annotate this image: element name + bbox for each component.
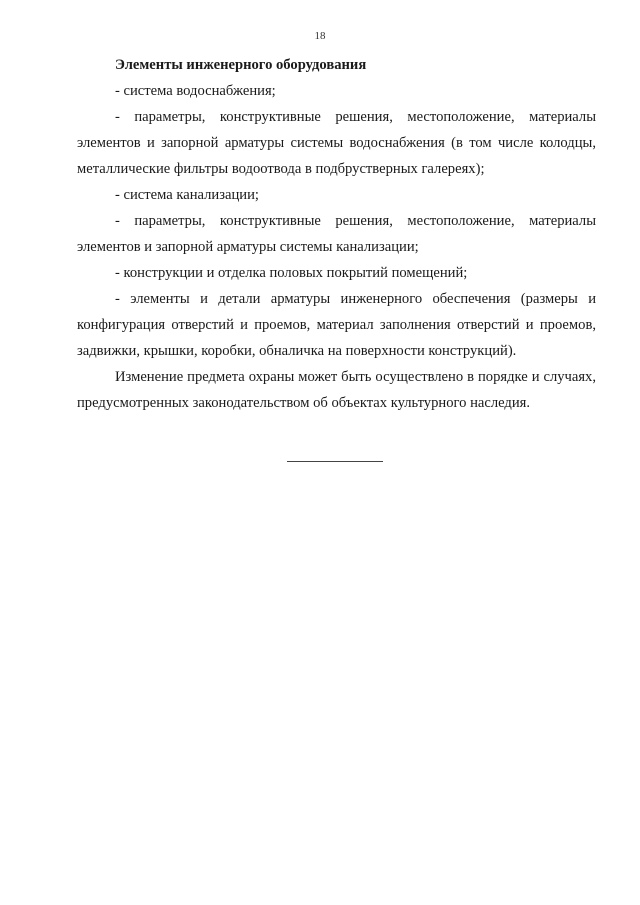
closing-paragraph: Изменение предмета охраны может быть осуществлено в порядке и случаях, предусмотренных законодательством об объектах культурного наследия. [77,369,596,411]
list-item: - конструкции и отделка половых покрытий помещений; [115,265,468,281]
section-heading: Элементы инженерного оборудования [115,57,367,73]
list-item: - элементы и детали арматуры инженерного обеспечения (размеры и конфигурация отверстий и проемов, материал заполнения отверстий и проемов, задвижки, крышки, коробки, обналичка на поверхности конструкций). [77,291,596,359]
end-of-text-rule [287,461,383,462]
page-number: 18 [314,30,326,42]
list-item: - параметры, конструктивные решения, местоположение, материалы элементов и запорной арматуры системы водоснабжения (в том числе колодцы, металлические фильтры водоотвода в подбрустверных галереях); [77,109,596,177]
list-item: - система водоснабжения; [115,83,276,99]
list-item: - система канализации; [115,187,259,203]
list-item: - параметры, конструктивные решения, местоположение, материалы элементов и запорной арматуры системы канализации; [77,213,596,255]
document-body [77,52,596,416]
